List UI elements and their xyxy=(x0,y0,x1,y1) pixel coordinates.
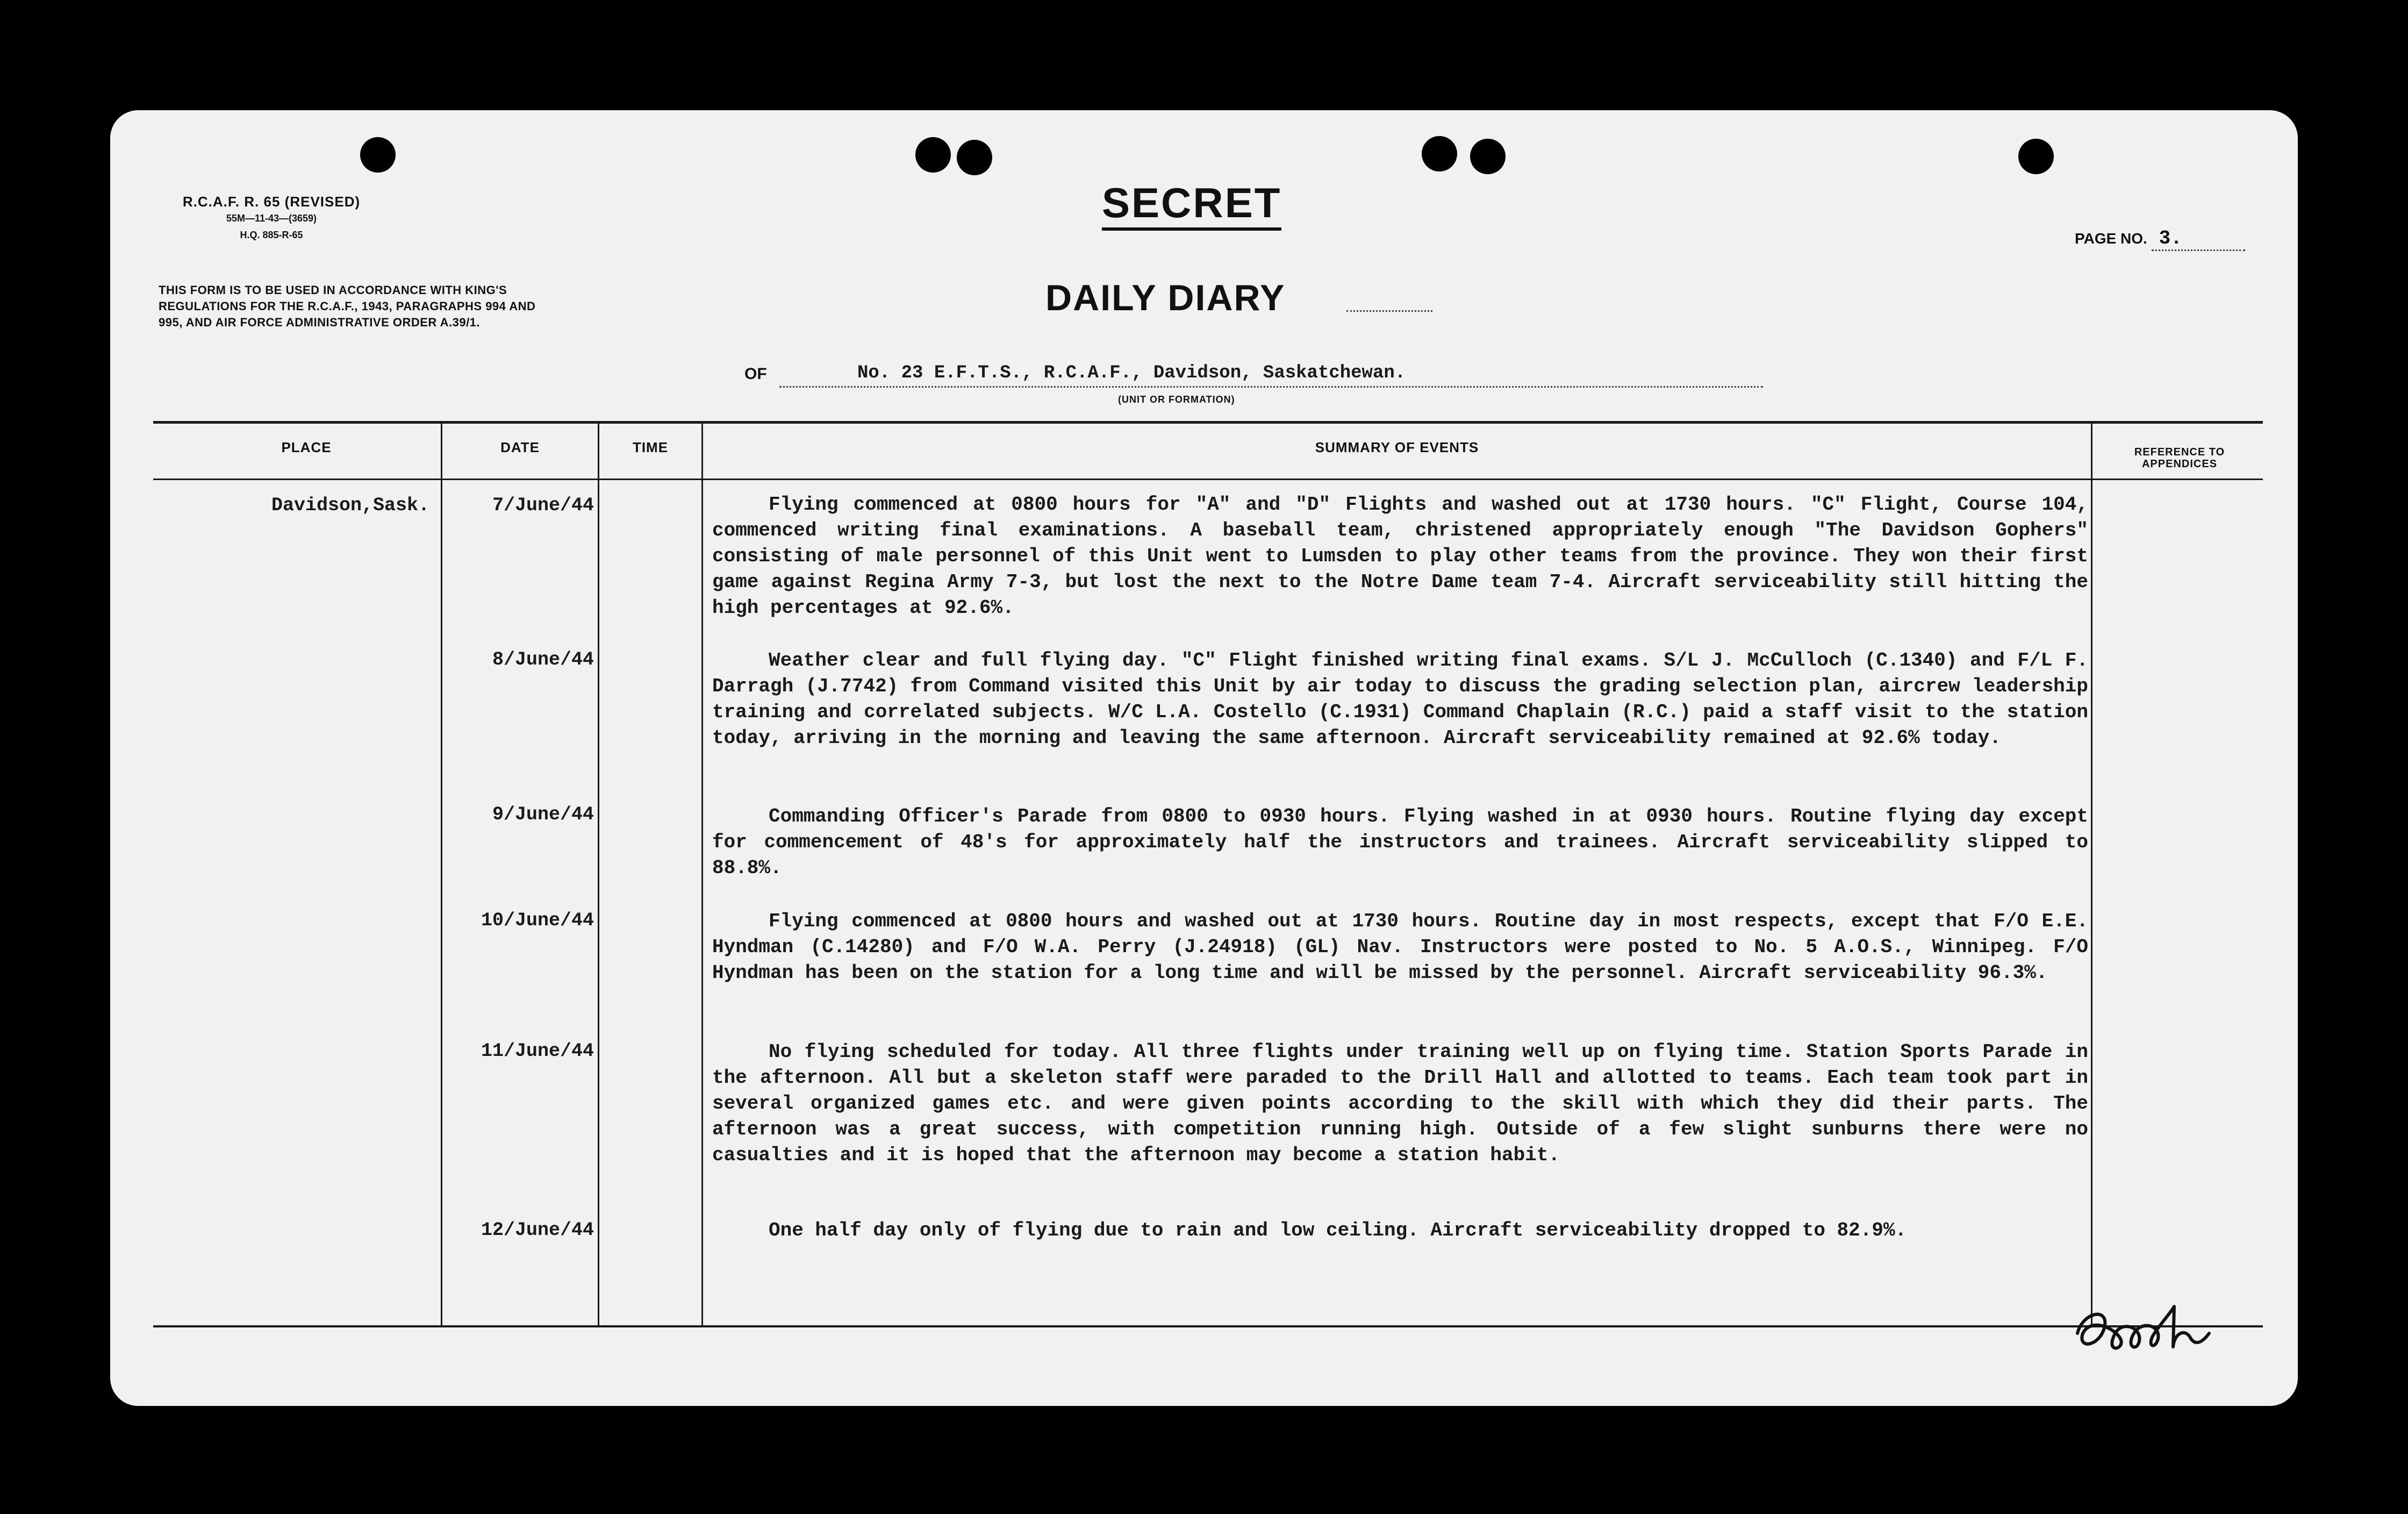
unit-caption: (UNIT OR FORMATION) xyxy=(1118,394,1235,405)
header-date: DATE xyxy=(500,439,540,455)
page-number-value: 3. xyxy=(2152,227,2245,251)
place-value: Davidson,Sask. xyxy=(271,495,430,516)
punch-hole xyxy=(1422,136,1457,172)
summary-entry: Flying commenced at 0800 hours and washed out at 1730 hours. Routine day in most respects, except that F/O E.E. Hyndman (C.14280) and F/O W.A. Perry (J.24918) (GL) Nav. Instructors were posted to No. 5 A.O.S., Winnipeg. F/O Hyndman has been on the station for a long time and will be missed by the personnel. Aircraft serviceability 96.3%. xyxy=(712,910,2088,984)
table-bottom-rule xyxy=(153,1325,2263,1327)
print-code: 55M—11-43—(3659) xyxy=(226,213,317,224)
form-identifier xyxy=(169,194,374,244)
signature-initials xyxy=(2067,1296,2228,1360)
header-reference: REFERENCE TO APPENDICES xyxy=(2134,446,2225,470)
summary-entry: No flying scheduled for today. All three flights under training well up on flying time. Station Sports Parade in the afternoon. All but a skeleton staff were paraded to the Drill Hall and allotted to teams. Each team took part in several organized games etc. and were given points according to the skill with which they did their parts. The afternoon was a great success, with competition running high. Outside of a few slight sunburns there were no casualties and it is hoped that the afternoon may become a station habit. xyxy=(712,1041,2088,1166)
entry-date: 8/June/44 xyxy=(492,649,594,670)
page-title: DAILY DIARY xyxy=(1045,277,1286,318)
column-divider xyxy=(598,421,599,1327)
punch-hole xyxy=(957,140,992,175)
page-number xyxy=(2075,227,2245,251)
entry-date: 11/June/44 xyxy=(481,1040,594,1062)
punch-hole xyxy=(2018,139,2054,174)
entry-date: 10/June/44 xyxy=(481,910,594,931)
entry-date: 7/June/44 xyxy=(492,495,594,516)
form-number: R.C.A.F. R. 65 (REVISED) xyxy=(182,194,361,210)
page-number-label: PAGE NO. xyxy=(2075,230,2147,247)
of-label: OF xyxy=(744,365,767,383)
header-time: TIME xyxy=(632,439,669,455)
title-dotted-line xyxy=(1346,310,1432,312)
punch-hole xyxy=(1470,139,1506,174)
header-place: PLACE xyxy=(281,439,332,455)
table-top-rule xyxy=(153,421,2263,424)
column-divider xyxy=(701,421,703,1327)
column-divider xyxy=(2091,421,2092,1327)
summary-entry: Flying commenced at 0800 hours for "A" and "D" Flights and washed out at 1730 hours. "C" Flight, Course 104, commenced writing final examinations. A baseball team, christened appropriately enough "The Davidson Gophers" consisting of male personnel of this Unit went to Lumsden to play other teams from the province. They won their first game against Regina Army 7-3, but lost the next to the Notre Dame team 7-4. Aircraft serviceability still hitting the high percentages at 92.6%. xyxy=(712,494,2088,619)
summary-entry: One half day only of flying due to rain and low ceiling. Aircraft serviceability dropped to 82.9%. xyxy=(769,1219,1907,1241)
column-divider xyxy=(441,421,442,1327)
header-summary: SUMMARY OF EVENTS xyxy=(1315,439,1479,455)
diary-form-sheet xyxy=(110,110,2298,1406)
hq-file: H.Q. 885-R-65 xyxy=(240,230,303,240)
summary-entry: Weather clear and full flying day. "C" Flight finished writing final exams. S/L J. McCulloch (C.1340) and F/L F. Darragh (J.7742) from Command visited this Unit by air today to discuss the grading selection plan, aircrew leadership training and correlated subjects. W/C L.A. Costello (C.1931) Command Chaplain (R.C.) paid a staff visit to the station today, arriving in the morning and leaving the same afternoon. Aircraft serviceability remained at 92.6% today. xyxy=(712,649,2088,749)
form-instructions: THIS FORM IS TO BE USED IN ACCORDANCE WITH KING'S REGULATIONS FOR THE R.C.A.F., 1943, PARAGRAPHS 994 AND 995, AND AIR FORCE ADMINISTRATIVE ORDER A.39/1. xyxy=(159,283,536,329)
punch-hole xyxy=(915,137,951,173)
summary-entry: Commanding Officer's Parade from 0800 to 0930 hours. Flying washed in at 0930 hours. Routine flying day except for commencement of 48's for approximately half the instructors and trainees. Aircraft serviceability slipped to 88.8%. xyxy=(712,805,2088,879)
header-bottom-rule xyxy=(153,479,2263,480)
classification-heading: SECRET xyxy=(1102,179,1281,231)
punch-hole xyxy=(360,137,396,173)
unit-field: No. 23 E.F.T.S., R.C.A.F., Davidson, Saskatchewan. xyxy=(779,360,1763,388)
entry-date: 9/June/44 xyxy=(492,804,594,825)
entry-date: 12/June/44 xyxy=(481,1219,594,1241)
